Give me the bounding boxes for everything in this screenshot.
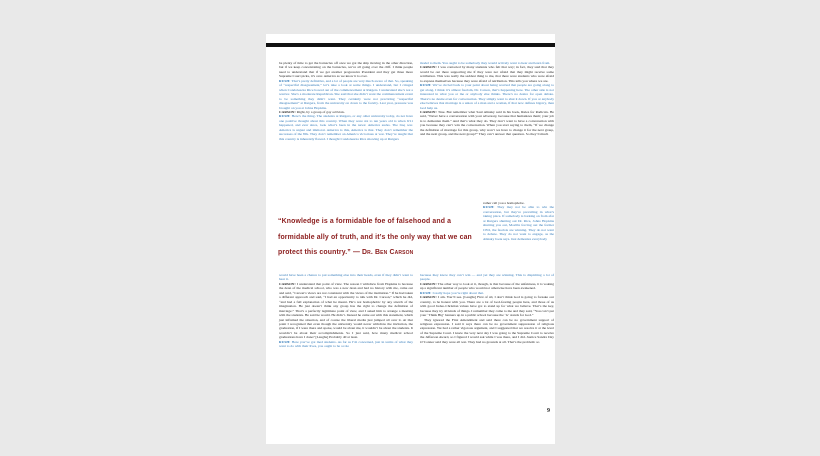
speaker-label: CARSON: [279,109,296,114]
paragraph-text: because they know they can’t win — and yet they are winning. This is dispiriting a lot of people. [420,273,554,282]
paragraph-text: Right, by a group of gay activists. [296,109,345,114]
paragraph [279,282,413,340]
paragraph [279,114,413,141]
speaker-label: CARSON: [420,109,437,114]
paragraph-text: I am. You’ll see. [Laughs] First of all, I don’t think God is going to forsake our country, to be honest with you. There are a lot of God-fearing people here, and those of us with good Judeo-Christian values have got to stand up for what we believe. That’s the key, because they try all kinds of things. I remember they came to me and they said, “You can’t put your ‘Think Big’ banners up in a public school because the ‘G’ stands for God.” [420,295,554,318]
speaker-label: RUSH: [279,339,291,344]
paragraph-text: They ignored the First Amendment and said there can be no government support of religious expression. I said it says there can be no government suppression of religious expression. We had a rather vigorous argument, and I suggested that we resolve it at the level of the Supreme Court. I knew the very next day I was going to the Supreme Court to receive the Jefferson Award, so I figured I would ask while I was there, and I did. Justice Sandra Day O’Connor said they were all wet. They had no grounds at all. That’s the problem: so [420,317,554,344]
paragraph [279,273,413,282]
speaker-label: RUSH: [483,205,495,210]
paragraph-text: I understand that point of view. The reason I withdrew from Hopkins is because the dean of the medical school, who was a new dean and had no history with me, came out and said, “Carson’s views are not consistent with the views of the institution.” If he had taken a different approach and said, “I had an opportunity to talk with Dr. Carson,” which he did, “and had a full explanation of what he meant. He’s not homophobic by any stretch of the imagination. He just doesn’t think any group has the right to change the definition of marriage.” That’s a perfectly legitimate point of view, and I asked him to arrange a meeting with the students. He said he would. He didn’t. Instead he came out with this statement, which just inflamed the situation, and of course the liberal media just jumped all over it. At that point I recognized that even though the university would never withdraw the invitation, the graduation, if I were there and spoke, would be about me, it wouldn’t be about the students. It wouldn’t be about their accomplishments. So I just said, how many medical school graduations have I done? [Laughs] Probably 40 at least. [279,281,413,340]
speaker-label: CARSON: [279,281,296,286]
speaker-label: CARSON: [420,281,437,286]
paragraph [279,79,413,110]
paragraph-text: would have been a chance to put something else into their heads, even if they didn’t want to hear it. [279,273,413,282]
page-number: 9 [547,408,550,414]
speaker-label: CARSON: [420,65,437,70]
right-column-bottom [420,273,554,344]
speaker-label: CARSON: [420,295,437,300]
paragraph-text: Here you’ve got med students. As far as I’m concerned, just in terms of what they want to do with their lives, you ought to be a role [279,339,413,349]
paragraph [420,282,554,291]
paragraph-text: The other way to look at it, though, is that because of the unfairness, it is waking up a significant number of people who would not otherwise have been awakened. [420,281,555,291]
paragraph [420,110,554,137]
speaker-label: RUSH: [420,290,432,295]
paragraph-text: be plenty of time to get the barnacles off once we got the ship moving in the other direction, but if we keep concentrating on the barnacles, we’re all going over the cliff. I think people need to understand that if we get another progressive President and they get three more Supreme Court picks, it’s over. America as we know it is over. [279,61,413,79]
paragraph [420,318,554,345]
paragraph-text: rather call you a homophobe. [483,201,525,205]
speaker-label: RUSH: [279,114,291,119]
paragraph-text: I was contacted by many students who felt that way; in fact, they said that they would be out there supporting me if they were not afraid that they might receive some retribution. This was really the saddest thing to me, that there were students who were afraid to express themselves because they were afraid of retribution. This tells you where we are. [420,65,554,83]
paragraph [420,295,554,317]
right-column-top [420,61,554,137]
paragraph-text: We’ve circled back to your point about being worried that people are going along to get along. I think it’s almost fascism, Dr. Carson, that’s happening here. The other side is not interested in what you or me or anybody else thinks. There’s no desire for open debate. There’s no desire even for conversation. They simply want to shut it down. If you or anybody else believes that marriage is a union of a man and a woman, if that now defines bigotry, then God help us. [420,83,554,110]
paragraph [420,273,554,282]
paragraph [420,65,554,83]
pull-quote [278,214,476,261]
speaker-label: RUSH: [420,83,432,88]
paragraph-text: Here’s the thing. The students at Rutgers, or any other university today, do not have one positive thought about this country. When they were six to ten years old is when 9/11 happened, and ever since, look what’s been in the news: America sucks. The Iraq war. America is unjust and immoral. America is this, America is that. They don’t remember the successes of the 80s. They don’t remember an America victorious at war. They’re taught that this country is inherently flawed. I thought Condoleezza Rice showing up at Rutgers [279,114,413,141]
paragraph-text: That’s pretty definitive, and a lot of people are very much aware of that. So, speaking of “respectful disagreement,” let’s take a look at some things. I understand, but I cringed when Condoleezza Rice bowed out of the commencement at Rutgers. I understand she’s not a warrior. She’s a moderate Republican. She said that she didn’t want the commencement event to be something they didn’t want. They certainly were not practicing “respectful disagreement” at Rutgers, from the university on down to the faculty. Last year, pressure was brought on you at Johns Hopkins. [279,78,413,110]
paragraph-text: model to them. You ought to be somebody they would actively want to hear and learn from. [420,61,551,65]
paragraph [279,340,413,349]
paragraph [420,83,554,110]
right-column-middle [483,201,554,241]
header-rule [266,43,555,47]
pull-quote-text: “Knowledge is a formidable foe of falsehood and a formidable ally of truth, and it’s the only way that we can protect this country.” [278,218,472,256]
speaker-label: RUSH: [279,78,291,83]
paragraph-text: I really hope you’re right about that. [432,290,484,295]
pull-quote-attribution: — Dr. Ben Carson [352,249,414,256]
left-column-top [279,61,413,141]
paragraph-text: They may not be able to win the conversation, but they’re prevailing in what’s taking place. If somebody is barking on from afar at Rutgers shutting out Dr. Rice, Johns Hopkins shutting you out, Mozilla forcing out the former CEO, the fascists are winning. They do not want to debate. They do not want to engage, as the Alinsky book says. Just demonize everybody [483,205,554,241]
left-column-bottom [279,273,413,349]
paragraph-text: True. But remember what Saul Alinsky said in his book, Rules for Radicals. He said, “Never have a conversation with your adversary, because that humanizes them; your job is to demonize them.” And that’s what they do. They don’t want to have a conversation with you because they can’t win the conversation. When you start saying to them, “If we change the definition of marriage for this group, why won’t we have to change it for the next group, and the next group, and the next group?” They can’t answer that question. So they’d much [420,109,554,137]
paragraph [483,205,554,241]
paragraph [279,61,413,79]
